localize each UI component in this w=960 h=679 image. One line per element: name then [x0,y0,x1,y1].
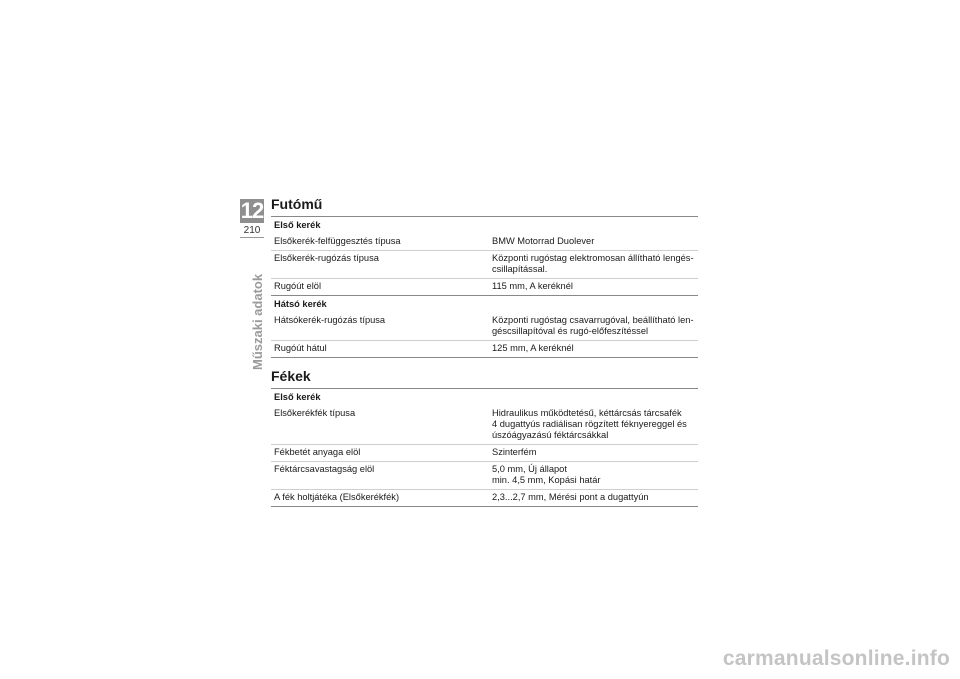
spec-label: Elsőkerékfék típusa [271,406,489,445]
spec-label: Fékbetét anyaga elöl [271,445,489,462]
spec-value: BMW Motorrad Duolever [489,234,698,251]
spec-content [271,195,698,507]
spec-value: Központi rugóstag elektromosan állítható lengés- csillapítással. [489,251,698,279]
table-row [271,341,698,358]
page-number: 210 [240,225,264,238]
spec-table-futomu [271,216,698,358]
spec-value: 115 mm, A keréknél [492,281,573,291]
group-header [271,296,698,314]
spec-value: 125 mm, A keréknél [492,343,574,353]
table-row [271,445,698,462]
spec-label: A fék holtjátéka (Elsőkerékfék) [274,492,400,502]
section-title-fekek: Fékek [271,368,311,384]
spec-label: Elsőkerék-rugózás típusa [271,251,489,279]
group-subtitle: Hátsó kerék [271,296,698,314]
spec-value: Hidraulikus működtetésű, kéttárcsás tárcsafék 4 dugattyús radiálisan rögzített féknyereggel és úszóágyazású féktárcsákkal [489,406,698,445]
table-row [271,406,698,445]
table-row [271,462,698,490]
table-row [271,313,698,341]
table-row [271,234,698,251]
watermark-text: carmanualsonline.info [722,647,950,670]
group-header [271,389,698,407]
table-row [271,279,698,296]
table-row [271,490,698,507]
group-header [271,217,698,235]
spec-label: Elsőkerék-felfüggesztés típusa [271,234,489,251]
spec-label: Hátsókerék-rugózás típusa [271,313,489,341]
spec-value: Központi rugóstag csavarrugóval, beállítható len- géscsillapítóval és rugó-előfeszítéssel [489,313,698,341]
spec-label: Rugóút hátul [274,343,327,353]
chapter-number-tab: 12 [240,198,264,223]
group-subtitle: Első kerék [274,392,321,402]
spec-label: Rugóút elöl [274,281,322,291]
table-row [271,251,698,279]
spec-value: 2,3...2,7 mm, Mérési pont a dugattyún [492,492,649,502]
spec-value: Szinterfém [489,445,698,462]
group-subtitle: Első kerék [274,220,321,230]
chapter-side-title: Műszaki adatok [250,273,265,370]
spec-label: Féktárcsavastagság elöl [271,462,489,490]
spec-table-fekek [271,388,698,507]
section-title-futomu: Futómű [271,196,323,212]
spec-value: 5,0 mm, Új állapot min. 4,5 mm, Kopási határ [489,462,698,490]
